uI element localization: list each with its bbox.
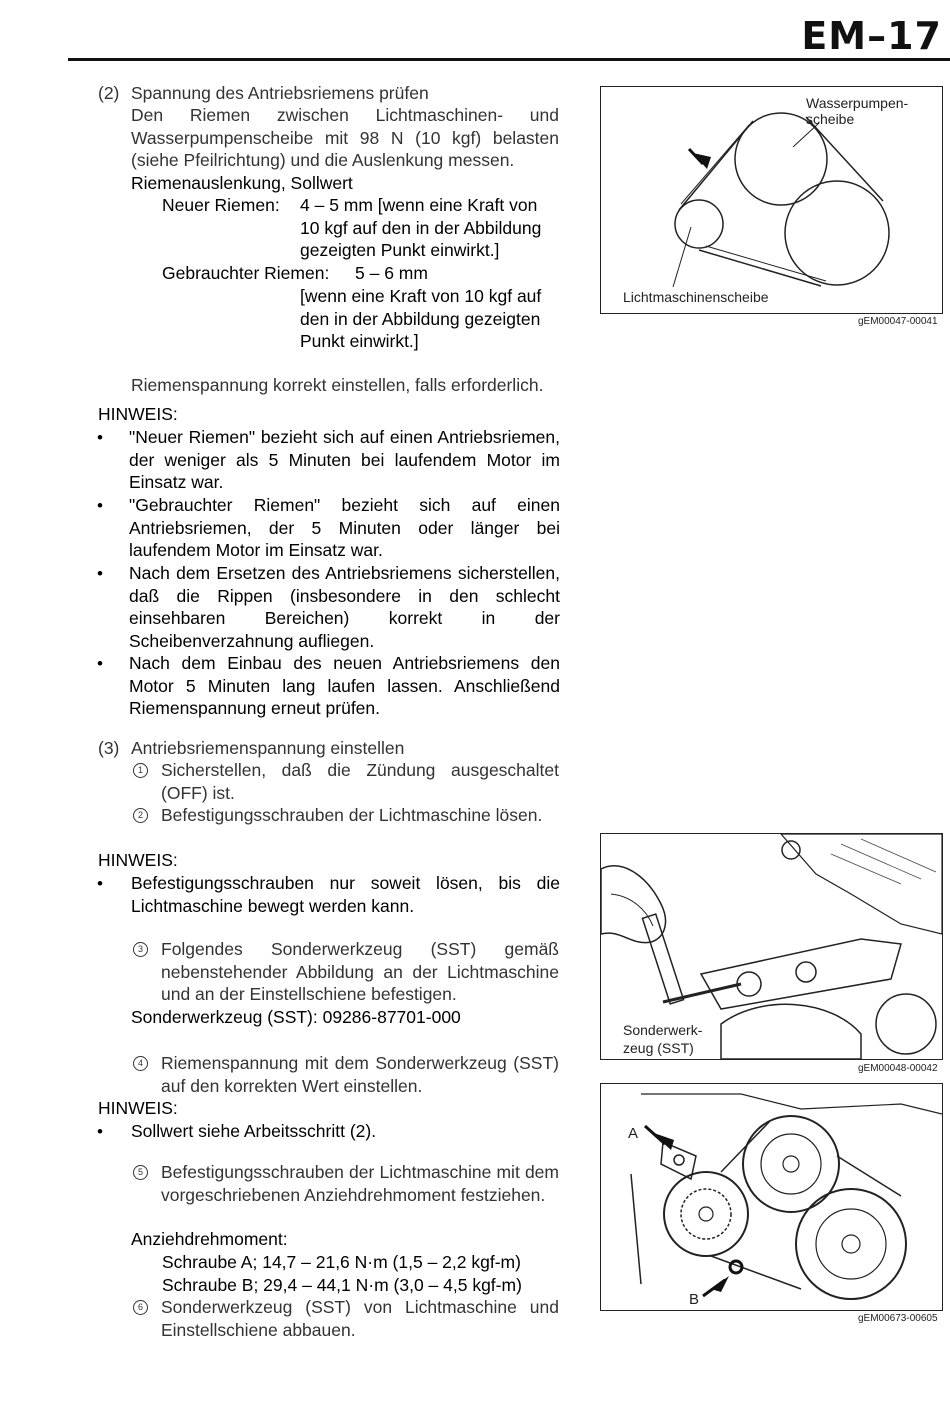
bullet: • [97, 428, 103, 447]
bolt-a [674, 1155, 684, 1165]
page-number: EM–17 [801, 14, 942, 58]
bolt-head [782, 841, 800, 859]
belt-segment [806, 117, 883, 201]
step3-sub3: Folgendes Sonderwerkzeug (SST) gemäß nebenstehender Abbildung an der Lichtmaschine und an der Einstellschiene befestigen. [161, 939, 559, 1004]
label-sst-2: zeug (SST) [623, 1040, 694, 1056]
label-water-pump: Wasserpumpen- [806, 95, 909, 111]
engine-pulleys-svg [601, 1084, 942, 1310]
step3-sub6: Sonderwerkzeug (SST) von Lichtmaschine und Einstellschiene abbauen. [161, 1297, 559, 1340]
crank-pulley [796, 1189, 906, 1299]
arrow-a-icon [645, 1126, 665, 1144]
torque-title: Anziehdrehmoment: [131, 1229, 288, 1249]
note1-item-3: Nach dem Ersetzen des Antriebsriemens sicherstellen, daß die Rippen (insbesondere in den schlecht einsehbaren Bereichen) korrekt in der Scheibenverzahnung aufliegen. [129, 563, 560, 651]
label-water-pump-2: scheibe [806, 111, 855, 127]
label-bolt-a: A [628, 1125, 639, 1142]
bullet: • [97, 564, 103, 583]
upper-pulley-hub [783, 1156, 799, 1172]
note1-item-1: "Neuer Riemen" bezieht sich auf einen Antriebsriemen, der weniger als 5 Minuten bei laufendem Motor im Einsatz war. [129, 427, 560, 492]
step2-used-condition: [wenn eine Kraft von 10 kgf auf den in der Abbildung gezeigten Punkt einwirkt.] [300, 286, 542, 351]
step2-new-value: 4 – 5 mm [wenn eine Kraft von 10 kgf auf den in der Abbildung gezeigten Punkt einwirkt.] [300, 195, 542, 260]
label-alternator-pulley: Lichtmaschinenscheibe [623, 289, 769, 305]
step2-body: Den Riemen zwischen Lichtmaschinen- und Wasserpumpenscheibe mit 98 N (10 kgf) belasten (siehe Pfeilrichtung) und die Auslenkung messen. [131, 105, 559, 170]
note1-title: HINWEIS: [98, 404, 178, 424]
step-marker-2: 2 [133, 808, 148, 823]
step3-sub5: Befestigungsschrauben der Lichtmaschine mit dem vorgeschriebenen Anziehdrehmoment festziehen. [161, 1162, 559, 1205]
step2-spec-title: Riemenauslenkung, Sollwert [131, 173, 353, 193]
hand-shape [611, 894, 653, 926]
note1-item-4: Nach dem Einbau des neuen Antriebsriemens den Motor 5 Minuten lang laufen lassen. Anschließend Riemenspannung erneut prüfen. [129, 653, 560, 718]
figure-code: gEM00047-00041 [858, 316, 938, 327]
note2-title: HINWEIS: [98, 850, 178, 870]
crank-pulley-inner [816, 1209, 886, 1279]
adjusting-bracket [661, 1142, 696, 1179]
step2-used-label: Gebrauchter Riemen: [162, 263, 330, 283]
bullet: • [97, 496, 103, 515]
belt-segment [706, 246, 826, 281]
alternator-fan [681, 1189, 731, 1239]
belt-segment [721, 1120, 771, 1172]
step3-sub2: Befestigungsschrauben der Lichtmaschine lösen. [161, 805, 543, 825]
header-rule [68, 58, 950, 61]
alternator-body [664, 1172, 748, 1256]
wrench-shape [642, 914, 683, 1004]
step2-used-value: 5 – 6 mm [355, 263, 428, 283]
hatching [841, 844, 921, 879]
belt-segment [699, 250, 821, 286]
step3-sub4: Riemenspannung mit dem Sonderwerkzeug (SST) auf den korrekten Wert einstellen. [161, 1053, 559, 1096]
belt-segment [681, 125, 749, 204]
step3-number: (3) [98, 738, 120, 758]
note2-item: Befestigungsschrauben nur soweit lösen, bis die Lichtmaschine bewegt werden kann. [131, 873, 560, 916]
note3-item: Sollwert siehe Arbeitsschritt (2). [131, 1121, 377, 1141]
note3-title: HINWEIS: [98, 1098, 178, 1118]
upper-pulley [743, 1116, 839, 1212]
torque-bolt-b: Schraube B; 29,4 – 44,1 N·m (3,0 – 4,5 kgf-m) [162, 1275, 522, 1295]
figure-belt-diagram [600, 86, 943, 314]
upper-pulley-inner [761, 1134, 821, 1194]
figure-code: gEM00048-00042 [858, 1063, 938, 1074]
step3-sub1: Sicherstellen, daß die Zündung ausgeschaltet (OFF) ist. [161, 760, 559, 803]
bullet: • [97, 874, 103, 893]
step-marker-4: 4 [133, 1056, 148, 1071]
step-marker-6: 6 [133, 1300, 148, 1315]
hatching [861, 839, 936, 872]
belt-segment [679, 121, 753, 210]
wire-harness [631, 1174, 641, 1284]
step3-title: Antriebsriemenspannung einstellen [131, 738, 405, 758]
alternator-hub [699, 1207, 713, 1221]
alternator-outline [721, 1004, 861, 1059]
hatching [831, 854, 901, 884]
figure-code: gEM00673-00605 [858, 1313, 938, 1324]
crank-pulley [785, 181, 889, 285]
leader-line [673, 227, 691, 287]
threaded-rod [663, 984, 741, 1002]
step-marker-3: 3 [133, 942, 148, 957]
adjusting-bar [701, 939, 901, 1009]
crank-pulley-hub [842, 1235, 860, 1253]
engine-block [781, 834, 942, 934]
step2-new-label: Neuer Riemen: [162, 195, 280, 215]
bullet: • [97, 1122, 103, 1141]
figure-sst-installation [600, 833, 943, 1060]
step2-adjust-text: Riemenspannung korrekt einstellen, falls erforderlich. [131, 375, 544, 395]
belt-diagram-svg [601, 87, 942, 313]
hand-shape [601, 866, 666, 943]
label-bolt-b: B [689, 1291, 700, 1308]
step2-title: Spannung des Antriebsriemens prüfen [131, 83, 429, 103]
step3-sst: Sonderwerkzeug (SST): 09286-87701-000 [131, 1007, 461, 1027]
label-sst-1: Sonderwerk- [623, 1022, 703, 1038]
note1-item-2: "Gebrauchter Riemen" bezieht sich auf einen Antriebsriemen, der 5 Minuten oder länger bei laufendem Motor im Einsatz war. [129, 495, 560, 560]
engine-pulley [876, 994, 936, 1054]
figure-bolt-locations [600, 1083, 943, 1311]
bolt-head [796, 962, 816, 982]
engine-outline [641, 1094, 942, 1114]
bullet: • [97, 654, 103, 673]
step2-number: (2) [98, 83, 120, 103]
step-marker-5: 5 [133, 1165, 148, 1180]
step-marker-1: 1 [133, 763, 148, 778]
torque-bolt-a: Schraube A; 14,7 – 21,6 N·m (1,5 – 2,2 kgf-m) [162, 1252, 521, 1272]
